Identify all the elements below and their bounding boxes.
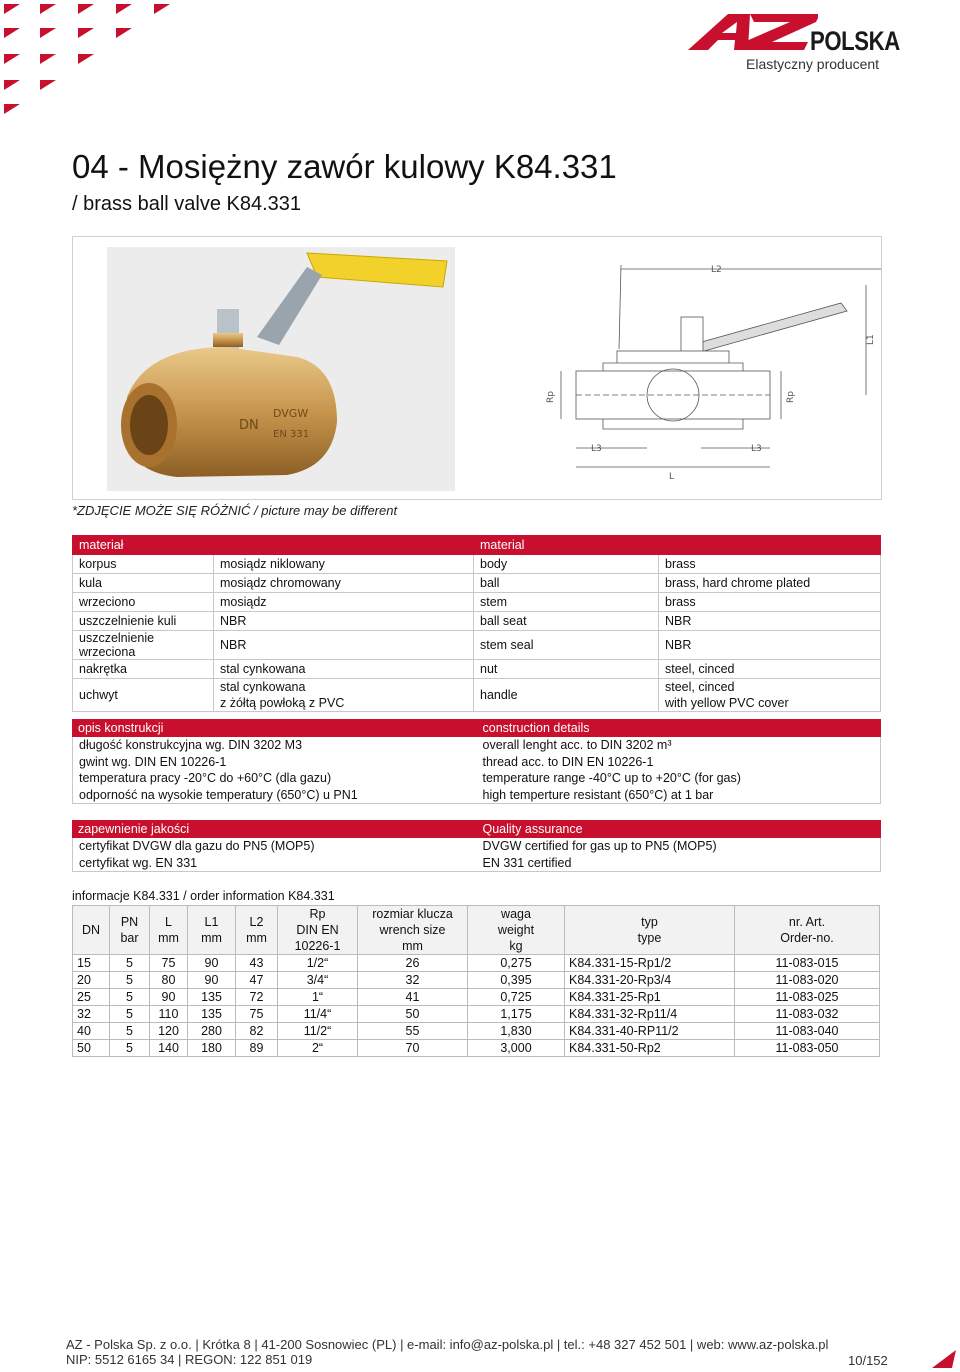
- page-title: 04 - Mosiężny zawór kulowy K84.331: [72, 148, 617, 185]
- material-part-en: body: [474, 555, 659, 574]
- material-value-pl: stal cynkowana: [214, 660, 474, 679]
- order-cell: K84.331-40-RP11/2: [565, 1023, 735, 1040]
- order-cell: 11-083-020: [735, 972, 880, 989]
- order-col-header: [110, 906, 150, 955]
- footer-contact: AZ - Polska Sp. z o.o. | Krótka 8 | 41-200 Sosnowiec (PL) | e-mail: info@az-polska.pl | tel.: +48 327 452 501 | web: www.az-polska.pl: [66, 1337, 829, 1352]
- material-value-en: steel, cinced: [665, 680, 735, 694]
- photo-mark-dn: DN: [239, 418, 259, 433]
- order-col-header-line: nr. Art.: [788, 915, 826, 929]
- order-cell: 70: [358, 1040, 468, 1057]
- quality-header-en: Quality assurance: [482, 822, 583, 836]
- construction-item-pl: gwint wg. DIN EN 10226-1: [79, 754, 227, 769]
- quality-item-pl: certyfikat wg. EN 331: [79, 855, 198, 870]
- material-part-pl: kula: [73, 574, 214, 593]
- order-cell: 5: [110, 972, 150, 989]
- order-cell: 47: [236, 972, 278, 989]
- material-value-pl: NBR: [214, 631, 474, 660]
- order-cell: 90: [188, 972, 236, 989]
- quality-list-en: [477, 838, 881, 871]
- material-value-en-2: with yellow PVC cover: [665, 696, 789, 710]
- order-cell: K84.331-15-Rp1/2: [565, 955, 735, 972]
- order-cell: 5: [110, 1040, 150, 1057]
- order-col-header: [468, 906, 565, 955]
- order-cell: 15: [73, 955, 110, 972]
- order-cell: 32: [73, 1006, 110, 1023]
- quality-item-en: EN 331 certified: [482, 855, 572, 870]
- dim-l: L: [669, 472, 675, 482]
- order-col-header-line: DN: [81, 923, 101, 937]
- order-cell: 280: [188, 1023, 236, 1040]
- order-col-header-line: mm: [158, 931, 179, 945]
- material-part-en: stem seal: [474, 631, 659, 660]
- order-cell: 55: [358, 1023, 468, 1040]
- order-row: [73, 955, 880, 972]
- order-row: [73, 972, 880, 989]
- materials-row: [73, 631, 881, 660]
- order-col-header-line: rozmiar klucza: [372, 907, 453, 921]
- order-cell: K84.331-50-Rp2: [565, 1040, 735, 1057]
- order-cell: 2“: [278, 1040, 358, 1057]
- order-col-header: [565, 906, 735, 955]
- construction-item-en: high temperture resistant (650°C) at 1 bar: [482, 787, 714, 802]
- order-cell: 0,395: [468, 972, 565, 989]
- order-cell: 11/4“: [278, 1006, 358, 1023]
- order-cell: 75: [150, 955, 188, 972]
- material-part-pl: uszczelnienie kuli: [73, 612, 214, 631]
- order-col-header-line: DIN EN: [296, 923, 339, 937]
- dim-rp-right: Rp: [786, 391, 796, 403]
- photo-mark-dvgw: DVGW: [273, 407, 309, 420]
- material-part-en: ball seat: [474, 612, 659, 631]
- material-value-en: brass, hard chrome plated: [659, 574, 881, 593]
- order-col-header: [236, 906, 278, 955]
- material-part-en: handle: [474, 679, 659, 712]
- order-cell: 135: [188, 1006, 236, 1023]
- material-value-pl: NBR: [214, 612, 474, 631]
- order-cell: 3/4“: [278, 972, 358, 989]
- order-cell: K84.331-25-Rp1: [565, 989, 735, 1006]
- page-subtitle: / brass ball valve K84.331: [72, 193, 302, 215]
- order-col-header: [735, 906, 880, 955]
- order-col-header-line: weight: [497, 923, 535, 937]
- photo-mark-en: EN 331: [273, 429, 310, 440]
- order-cell: 11-083-025: [735, 989, 880, 1006]
- order-row: [73, 1040, 880, 1057]
- order-cell: 11/2“: [278, 1023, 358, 1040]
- order-cell: 110: [150, 1006, 188, 1023]
- materials-row: [73, 593, 881, 612]
- construction-header-pl: opis konstrukcji: [78, 721, 164, 735]
- technical-drawing: [481, 245, 881, 495]
- material-part-en: nut: [474, 660, 659, 679]
- footer-registration: NIP: 5512 6165 34 | REGON: 122 851 019: [66, 1352, 313, 1367]
- order-cell: 26: [358, 955, 468, 972]
- order-col-header-line: kg: [509, 939, 523, 953]
- material-value-en: brass: [659, 593, 881, 612]
- order-cell: 25: [73, 989, 110, 1006]
- order-cell: 11-083-032: [735, 1006, 880, 1023]
- material-value-pl: mosiądz: [214, 593, 474, 612]
- dim-l2: L2: [711, 265, 722, 275]
- order-col-header-line: mm: [246, 931, 267, 945]
- product-images: [72, 236, 882, 500]
- materials-row: [73, 555, 881, 574]
- order-cell: K84.331-20-Rp3/4: [565, 972, 735, 989]
- quality-item-en: DVGW certified for gas up to PN5 (MOP5): [482, 839, 717, 853]
- order-row: [73, 1006, 880, 1023]
- logo-name: POLSKA: [810, 26, 900, 56]
- order-row: [73, 1023, 880, 1040]
- materials-header-pl: materiał: [73, 536, 474, 555]
- company-logo: [688, 10, 928, 76]
- order-cell: 75: [236, 1006, 278, 1023]
- order-cell: 5: [110, 955, 150, 972]
- dim-rp-left: Rp: [546, 391, 556, 403]
- material-value-en: brass: [659, 555, 881, 574]
- material-value-en: NBR: [659, 612, 881, 631]
- order-col-header-line: L2: [249, 915, 264, 929]
- order-cell: 41: [358, 989, 468, 1006]
- order-cell: 1,175: [468, 1006, 565, 1023]
- corner-decoration: [0, 0, 180, 125]
- order-col-header-line: PN: [120, 915, 139, 929]
- materials-row-handle: [73, 679, 881, 712]
- order-cell: 50: [358, 1006, 468, 1023]
- construction-header-en: construction details: [482, 721, 590, 735]
- materials-row: [73, 660, 881, 679]
- order-cell: 72: [236, 989, 278, 1006]
- materials-row: [73, 574, 881, 593]
- order-cell: 5: [110, 1023, 150, 1040]
- construction-item-en: temperature range -40°C up to +20°C (for gas): [482, 771, 741, 785]
- order-col-header-line: typ: [641, 915, 658, 929]
- quality-block: [72, 820, 881, 872]
- order-cell: 5: [110, 1006, 150, 1023]
- order-cell: 1“: [278, 989, 358, 1006]
- order-cell: 50: [73, 1040, 110, 1057]
- order-header-row: [73, 906, 880, 955]
- order-cell: 40: [73, 1023, 110, 1040]
- order-cell: 90: [188, 955, 236, 972]
- quality-header-pl: zapewnienie jakości: [78, 822, 190, 836]
- order-cell: 32: [358, 972, 468, 989]
- material-part-pl: nakrętka: [73, 660, 214, 679]
- materials-table: [72, 535, 881, 712]
- order-cell: 1,830: [468, 1023, 565, 1040]
- order-cell: 0,725: [468, 989, 565, 1006]
- order-col-header: [73, 906, 110, 955]
- order-col-header: [358, 906, 468, 955]
- material-value-en: steel, cinced: [659, 660, 881, 679]
- construction-list-pl: [73, 737, 477, 803]
- material-part-pl: korpus: [73, 555, 214, 574]
- order-col-header-line: L: [165, 915, 172, 929]
- order-col-header: [150, 906, 188, 955]
- order-col-header: [278, 906, 358, 955]
- page-number: 10/152: [848, 1353, 888, 1368]
- order-col-header-line: 10226-1: [294, 939, 341, 953]
- order-cell: 1/2“: [278, 955, 358, 972]
- order-cell: 120: [150, 1023, 188, 1040]
- order-col-header-line: wrench size: [379, 923, 446, 937]
- order-cell: 11-083-040: [735, 1023, 880, 1040]
- order-col-header-line: waga: [501, 907, 531, 921]
- order-col-header-line: Rp: [309, 907, 326, 921]
- order-table: [72, 905, 880, 1057]
- material-value-pl: mosiądz chromowany: [214, 574, 474, 593]
- material-part-pl: wrzeciono: [73, 593, 214, 612]
- order-info-title: informacje K84.331 / order information K84.331: [72, 889, 335, 903]
- construction-list-en: [477, 737, 881, 803]
- footer-arrow-icon: [932, 1350, 956, 1368]
- materials-header: [73, 536, 881, 555]
- construction-item-en: thread acc. to DIN EN 10226-1: [482, 754, 654, 769]
- construction-block: [72, 719, 881, 804]
- order-col-header-line: L1: [204, 915, 219, 929]
- order-cell: 89: [236, 1040, 278, 1057]
- construction-item-pl: długość konstrukcyjna wg. DIN 3202 M3: [79, 738, 303, 752]
- order-col-header: [188, 906, 236, 955]
- quality-item-pl: certyfikat DVGW dla gazu do PN5 (MOP5): [79, 839, 315, 853]
- order-col-header-line: mm: [402, 939, 423, 953]
- order-cell: 11-083-050: [735, 1040, 880, 1057]
- material-value-pl-2: z żółtą powłoką z PVC: [220, 696, 345, 710]
- order-col-header-line: type: [637, 931, 662, 945]
- quality-list-pl: [73, 838, 477, 871]
- construction-item-pl: temperatura pracy -20°C do +60°C (dla gazu): [79, 771, 332, 785]
- material-part-en: ball: [474, 574, 659, 593]
- material-value-pl: mosiądz niklowany: [214, 555, 474, 574]
- order-row: [73, 989, 880, 1006]
- material-value-en: NBR: [659, 631, 881, 660]
- order-col-header-line: mm: [201, 931, 222, 945]
- logo-tagline: Elastyczny producent: [746, 56, 880, 72]
- photo-disclaimer: *ZDJĘCIE MOŻE SIĘ RÓŻNIĆ / picture may be different: [72, 503, 398, 518]
- order-cell: 5: [110, 989, 150, 1006]
- material-part-pl: uszczelnienie wrzeciona: [73, 631, 214, 660]
- product-photo: [107, 247, 455, 491]
- order-cell: 82: [236, 1023, 278, 1040]
- az-logo-mark: [688, 10, 818, 54]
- material-part-pl: uchwyt: [73, 679, 214, 712]
- dim-l3-left: L3: [591, 444, 602, 454]
- dim-l1: L1: [866, 334, 876, 345]
- material-part-en: stem: [474, 593, 659, 612]
- order-cell: 0,275: [468, 955, 565, 972]
- order-cell: 135: [188, 989, 236, 1006]
- order-col-header-line: Order-no.: [780, 931, 834, 945]
- material-value-pl: stal cynkowana: [220, 680, 306, 694]
- dim-l3-right: L3: [751, 444, 762, 454]
- order-col-header-line: bar: [120, 931, 139, 945]
- order-cell: K84.331-32-Rp11/4: [565, 1006, 735, 1023]
- materials-header-en: material: [474, 536, 881, 555]
- order-cell: 3,000: [468, 1040, 565, 1057]
- order-cell: 180: [188, 1040, 236, 1057]
- order-cell: 11-083-015: [735, 955, 880, 972]
- order-cell: 43: [236, 955, 278, 972]
- order-cell: 80: [150, 972, 188, 989]
- order-cell: 20: [73, 972, 110, 989]
- order-cell: 90: [150, 989, 188, 1006]
- construction-item-pl: odporność na wysokie temperatury (650°C) u PN1: [79, 787, 358, 802]
- materials-row: [73, 612, 881, 631]
- order-cell: 140: [150, 1040, 188, 1057]
- construction-item-en: overall lenght acc. to DIN 3202 m³: [482, 738, 672, 752]
